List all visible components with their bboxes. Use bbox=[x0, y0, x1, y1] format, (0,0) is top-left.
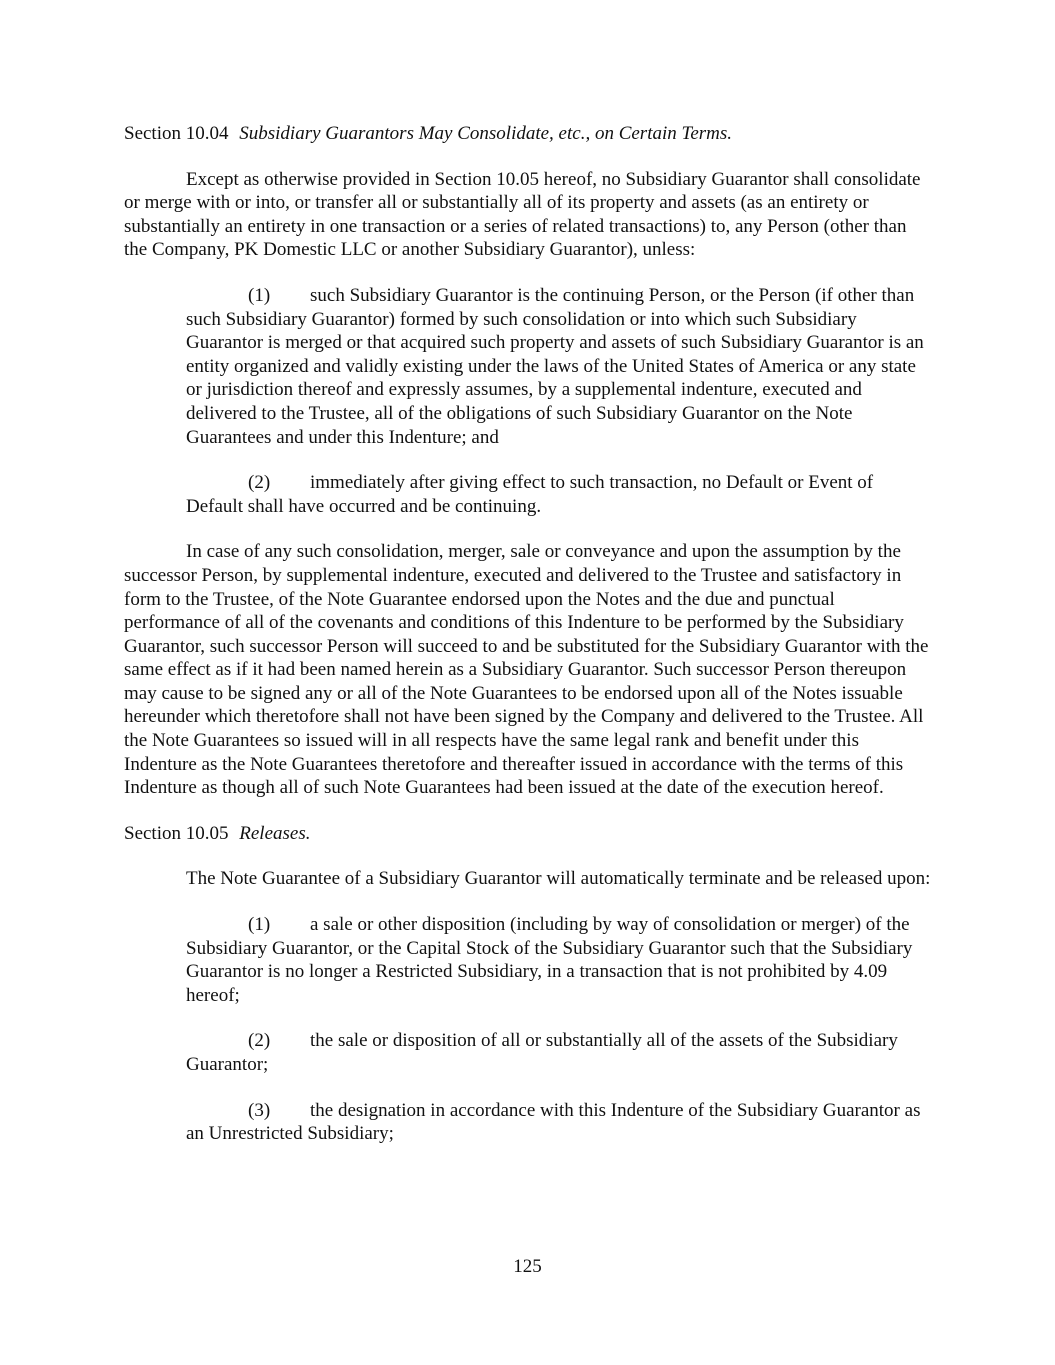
section-heading-10-04 bbox=[124, 122, 932, 146]
section-10-05-item-1 bbox=[186, 913, 932, 1007]
section-title: Subsidiary Guarantors May Consolidate, etc., on Certain Terms. bbox=[239, 123, 733, 144]
section-10-04-intro: Except as otherwise provided in Section 10.05 hereof, no Subsidiary Guarantor shall consolidate or merge with or into, or transfer all or substantially all of its property and assets (as an entirety or substantially an entirety in one transaction or a series of related transactions) to, any Person (other than the Company, PK Domestic LLC or another Subsidiary Guarantor), unless: bbox=[124, 168, 921, 261]
section-number: Section 10.05 bbox=[124, 822, 229, 844]
item-text: a sale or other disposition (including by way of consolidation or merger) of the Subsidiary Guarantor, or the Capital Stock of the Subsidiary Guarantor such that the Subsidiary Guarantor is no longer a Restricted Subsidiary, in a transaction that is not prohibited by 4.09 hereof; bbox=[186, 914, 913, 1006]
section-heading-10-05 bbox=[124, 822, 932, 846]
section-10-05-intro: The Note Guarantee of a Subsidiary Guarantor will automatically terminate and be released upon: bbox=[186, 868, 931, 890]
item-text: the designation in accordance with this Indenture of the Subsidiary Guarantor as an Unrestricted Subsidiary; bbox=[186, 1099, 921, 1145]
item-number: (1) bbox=[248, 284, 271, 306]
document-page bbox=[124, 122, 932, 1168]
section-10-04-item-2 bbox=[186, 471, 932, 518]
section-10-05-item-2 bbox=[186, 1029, 932, 1076]
section-10-04-item-1 bbox=[186, 284, 932, 449]
item-number: (2) bbox=[248, 1030, 271, 1052]
item-number: (3) bbox=[248, 1099, 271, 1121]
item-number: (1) bbox=[248, 914, 271, 936]
item-number: (2) bbox=[248, 472, 271, 494]
section-number: Section 10.04 bbox=[124, 123, 229, 144]
section-10-05-item-3 bbox=[186, 1099, 932, 1146]
item-text: the sale or disposition of all or substantially all of the assets of the Subsidiary Guarantor; bbox=[186, 1030, 898, 1075]
item-text: such Subsidiary Guarantor is the continuing Person, or the Person (if other than such Subsidiary Guarantor) formed by such consolidation or into which such Subsidiary Guarantor is merged or that acquired such property and assets of such Subsidiary Guarantor is an entity organized and validly existing under the laws of the United States of America or any state or jurisdiction thereof and expressly assumes, by a supplemental indenture, executed and delivered to the Trustee, all of the obligations of such Subsidiary Guarantor on the Note Guarantees and under this Indenture; and bbox=[186, 284, 924, 448]
section-10-04-closing: In case of any such consolidation, merger, sale or conveyance and upon the assumption by the successor Person, by supplemental indenture, executed and delivered to the Trustee and satisfactory in form to the Trustee, of the Note Guarantee endorsed upon the Notes and the due and punctual performance of all of the covenants and conditions of this Indenture to be performed by the Subsidiary Guarantor, such successor Person will succeed to and be substituted for the Subsidiary Guarantor with the same effect as if it had been named herein as a Subsidiary Guarantor. Such successor Person thereupon may cause to be signed any or all of the Note Guarantees to be endorsed upon all of the Notes issuable hereunder which theretofore shall not have been signed by the Company and delivered to the Trustee. All the Note Guarantees so issued will in all respects have the same legal rank and benefit under this Indenture as the Note Guarantees theretofore and thereafter issued in accordance with the terms of this Indenture as though all of such Note Guarantees had been issued at the date of the execution hereof. bbox=[124, 541, 929, 799]
section-title: Releases. bbox=[239, 822, 311, 844]
page-number: 125 bbox=[513, 1256, 542, 1277]
item-text: immediately after giving effect to such transaction, no Default or Event of Default shall have occurred and be continuing. bbox=[186, 472, 874, 517]
